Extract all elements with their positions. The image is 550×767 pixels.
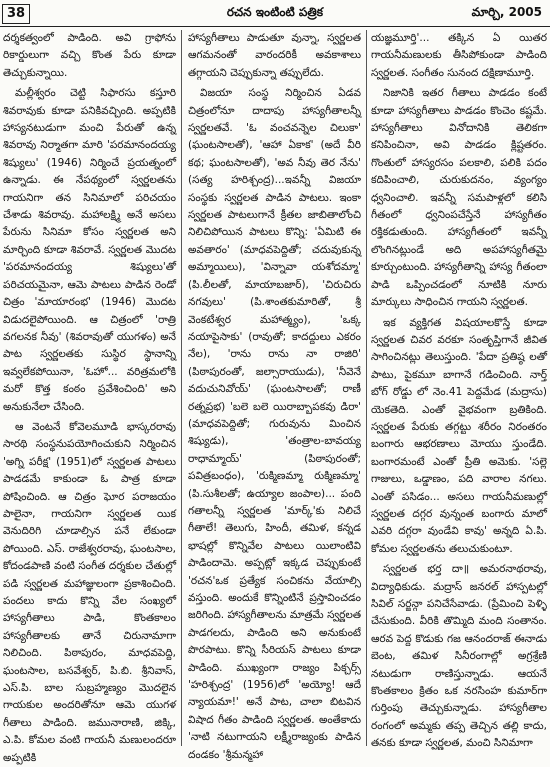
paragraph: ఆ వెంటనే కోవెలమూడి భాస్కరరావు సారథి సంస్థనుపయోగించుకుని నిర్మించిన 'అగ్ని పరీక్ష' (1951)లో స్వర్ణలత పాటలు పాడడమే కాకుండా ఓ పాత్ర కూడా పోషించింది. ఆ చిత్రం ఘోర పరాజయం పాలైనా, గాయనిగా స్వర్ణలత యిక వెనుదిరిగి చూడాల్సిన పనే లేకుండా పోయింది. ఎస్. రాజేశ్వరరావు, ఘంటసాల, కోదండపాణి వంటి సంగీత దర్శకుల చేతుల్లో పడి స్వర్ణలత మహాజ్ఞులంగా ప్రకాశించింది. పందలు కాదు కొన్ని వేల సంఖ్యలో హాస్యగీతాలు పాడి, కొంతకాలం హాస్యగీతాలకు తానే చిరునామాగా నిలిచింది. పిఠాపురం, మాధవపెద్ది, ఘంటసాల, బసవేశ్వర్, పి.బి. శ్రీనివాస్, ఎస్.పి. బాల సుబ్రహ్మణ్యం మొదలైన గాయకుల అందరితోనూ ఆమె యుగళ గీతాలు పాడింది. జమునారాణి, జిక్కి, ఎ.పి. కోమల వంటి గాయనీ మణులందరూ అప్పటికి <box>3 420 176 764</box>
paragraph: దర్శకత్వంలో పాడింది. అవి గ్రాఫోను రికార్డులుగా వచ్చి కొంత పేరు కూడా తెచ్చుకున్నాయి. <box>3 32 176 79</box>
paragraph: ఇక వ్యక్తిగత విషయాలకొస్తే కూడా స్వర్ణలత చివర వరకూ సంతృప్తిగానే జీవిత సాగించినట్లు తెలుస్తుంది. 'పేదా ప్రతిష్ఠ లతో పాటు, పైకమూ బాగానే గడించింది. నార్త్ బోగ్ రోడ్డు లో నెం.41 పెద్దమేడ (మద్రాసు) యెకతెది. ఎంతో వైభవంగా బ్రతికింది. స్వర్ణలత పేరుకు తగ్గట్టు శరీరం నిరంతరం బంగారు ఆభరణాలు మోయు స్తుండేది. బంగారమంటే ఎంతో ప్రీతి అమెకు. 'సల్లె గాజులు, ఒడ్డాణం, పది వారాల నగలు. ఎంతో పసిడం... అసలు గాయనీమణుల్లో స్వర్ణలత దగ్గర వున్నంత బంగారు మాలో ఎవరి దగ్గరా వుండేవి కావు' అన్నది ఏ.పి. కోమల స్వర్ణలతను తలుచుకుంటూ. <box>371 316 547 555</box>
issue-date: మార్చి, 2005 <box>471 5 542 19</box>
article-column-3 <box>371 30 547 750</box>
article-column-2 <box>188 30 361 761</box>
paragraph: మల్లీశ్వరం చెట్టి సిఫారసు కస్తూరి శివరావుకు కూడా పనికివచ్చింది. అప్పటికి హాస్యనటుడుగా మంచి పేరుతో ఉన్న శివరావు నిర్మాతగా మారి 'పరమానందయ్య శిష్యులు' (1946) నిర్మించే ప్రయత్నంలో ఉన్నాడు. ఈ నేపథ్యంలో స్వర్ణలతను గాయనిగా తన సినిమాలో పరిచయం చేశాడు శివరావు. మహాలక్ష్మి అనే అసలు పేరును సినిమా కోసం స్వర్ణలత అని మార్చింది కూడా శివరావే. స్వర్ణలత మొదట 'పరమానందయ్య శిష్యులు'తో పరిచయమైనా, ఆమె పాటలు పాడిన రెండో చిత్రం 'మాయారంభ' (1946) మొదట విడుదలైపోయింది. ఆ చిత్రంలో 'రాత్రి వగలనక నీవు' (శివరావుతో యుగళం) అనే పాట స్వర్ణలతకు సుస్థిర స్థానాన్ని ఇవ్వలేకపోయినా, 'ఓహో... వరిత్రమలోకి మరో కొత్త కంఠం ప్రవేశించింది' అని అనుకునేలా చేసింది. <box>3 87 176 413</box>
paragraph: స్వర్ణలత భర్త దా॥ అమరనాథరావు, విద్యాధికుడు. మద్రాస్ జనరల్ హాస్పటల్లో సివిల్ సర్జన్గా పనిచేసేవాడు. (ప్రేమించి పెళ్ళి చేసుకుంది. వీరికి తొమ్మిది మంది సంతానం. ఆరవ పెద్ద కొడుకు గజ ఆనందరాజ్ ఈనాడు బెంట, తమిళ సినీరంగాల్లో అగ్రశ్రేణి నటుడుగా రాణిస్తున్నాడు. ఆయనే కొంతకాలం క్రితం ఒక నరసింహ కుమార్‌గా గుర్తింపు తెచ్చుకున్నాడు. హాస్యగీతాల రంగంలో అమ్మకు తప్ప తెచ్చిన తల్లి కాదు, తనకు కూడా స్వర్ణలత, మంచి సినిమాగా <box>371 563 547 750</box>
paragraph: హాస్యగీతాలు పాడుతూ వున్నా, స్వర్ణలత ఆగమనంతో వారందరికీ అవకాశాలు తగ్గాయని చెప్పుకున్నా తప్పులేదు. <box>188 32 361 79</box>
page-number: 38 <box>2 4 30 24</box>
paragraph: నిజానికి ఇతర గీతాలు పాడడం కంటే కూడా హాస్యగీతాలు పాడడం కొంచెం కష్టమే. హాస్యగీతాలు వినోదానికి తెలికగా కనిపించినా, అవి పాడడం క్లిష్టతరం. గొంతులో హాస్యరసం పలకాలి, పలికి పదం కదిపించాలి, చురుకుదనం, వ్యంగ్యం ధ్వనించాలి. ఇవన్నీ సమపాళ్లలో కలిసి గీతంలో ధ్వనింపచేస్తేనే హాస్యగీతం రక్తికడుతుంది. హాస్యగీతంలో ఇవన్నీ లొంగినట్లుండే అది అపహాస్యగీతమై కూర్చుంటుంది. హాస్యగీతాన్ని హాస్య గీతంలా పాడి ఒప్పించడంలో నూటికి నూరు మార్కులు సాధించిన గాయని స్వర్ణలత. <box>371 87 547 309</box>
paragraph: విజయా సంస్థ నిర్మించిన ఏడవ చిత్రంలోనూ దాదాపు హాస్యగీతాలన్నీ స్వర్ణలతవే. 'ఓ వంచవన్నెల చిలుకా' (ఘంటసాలతో), 'ఆహా ఏకాక' (అదే వీరి కథ; ఘంటసాలతో), 'అవ నీవు తెర నేను' (సత్య హరిశ్చంద్ర)...ఇవన్నీ విజయా సంస్థకు స్వర్ణలత పాడిన పాటలు. ఇంకా స్వర్ణలత పాటలుగానే క్రీతల జాబితాలోంచి నిలిచిపోయిన పాటలు కొన్ని: 'ఏమిటి ఈ అవతారం' (మాధవపెద్దితో; చదువుకున్న అమ్మాయిలు), 'విన్నావా యశోదమ్మా' (పి.లీలతో, మాయాబజార్), 'చిరుచిరు నగవులు' (పి.శాంతకుమారితో, శ్రీ వెంకటేశ్వర మహాత్మ్యం), 'ఒక్క నయాపైసాకు' (రావుతో; కాదద్దులు ఎకరం నేల), 'రాను రాను నా రాజిరి' (పిఠాపురంతో, జల్సారాయుడు), 'నీవెనే వదుచునివోయ్' (ఘంటసాలతో; రాణీ రత్నప్రభ) 'బలె బలె యిరాబ్బాపకవు డిరా' (మాధవపెద్దితో; గురువును మించిన శిష్యుడు), 'తంత్రాల-బావయ్య రాధామ్మాయ్' (పిఠాపురంతో; పవిత్రబంధం), 'రుక్మిణమ్మా రుక్మిణమ్మా' (పి.సుశీలతో; ఉయ్యాల జంపాల)... పంది గతాలన్నీ స్వర్ణలత 'మార్క్'కు నిలిచే గీతాలే! తెలుగు, హిందీ, తమిళ, కన్నడ భాషల్లో కొన్నివేల పాటలు యిలాంటివి పాడిందామె. అప్పట్లో ఇక్కడ చెప్పుకుంటే 'రచన'ఒక ప్రత్యేక సంచికను వేయాల్సి వస్తుంది. అందుకే కొన్నింటినే ప్రస్తావించడం జరిగింది. హాస్యగీతాలను మాత్రమే స్వర్ణలత పాడగలదు, పాడింది అని అనుకుంటే పొరపాటు. కొన్ని సీరియస్ పాటలు కూడా పాడింది. ముఖ్యంగా రాజ్యం పిక్చర్స్ 'హరిశ్చంద్ర' (1956)లో 'అయ్యో! ఆదే న్యాయమా!' అనే పాట, చాలా బిటవిన విషాద గీతం పాడింది స్వర్ణలత. అంతేకాదు 'నాటి నటుగాయని లక్ష్మీరాజ్యంకు పాడిన దండకం 'శ్రీమన్మహా <box>188 87 361 761</box>
column-divider <box>181 30 182 746</box>
column-divider <box>366 30 367 746</box>
page-header <box>0 0 550 27</box>
magazine-title: రచన ఇంటింటి పత్రిక <box>226 5 324 19</box>
paragraph: యజ్ఞమూర్తి'... తక్కిన ఏ యితర గాయనీమణులకు తీసిపోకుండా పాడింది స్వర్ణలత. సంగీతం సునంద దక్షిణామూర్తి. <box>371 32 547 79</box>
article-column-1 <box>3 30 176 764</box>
